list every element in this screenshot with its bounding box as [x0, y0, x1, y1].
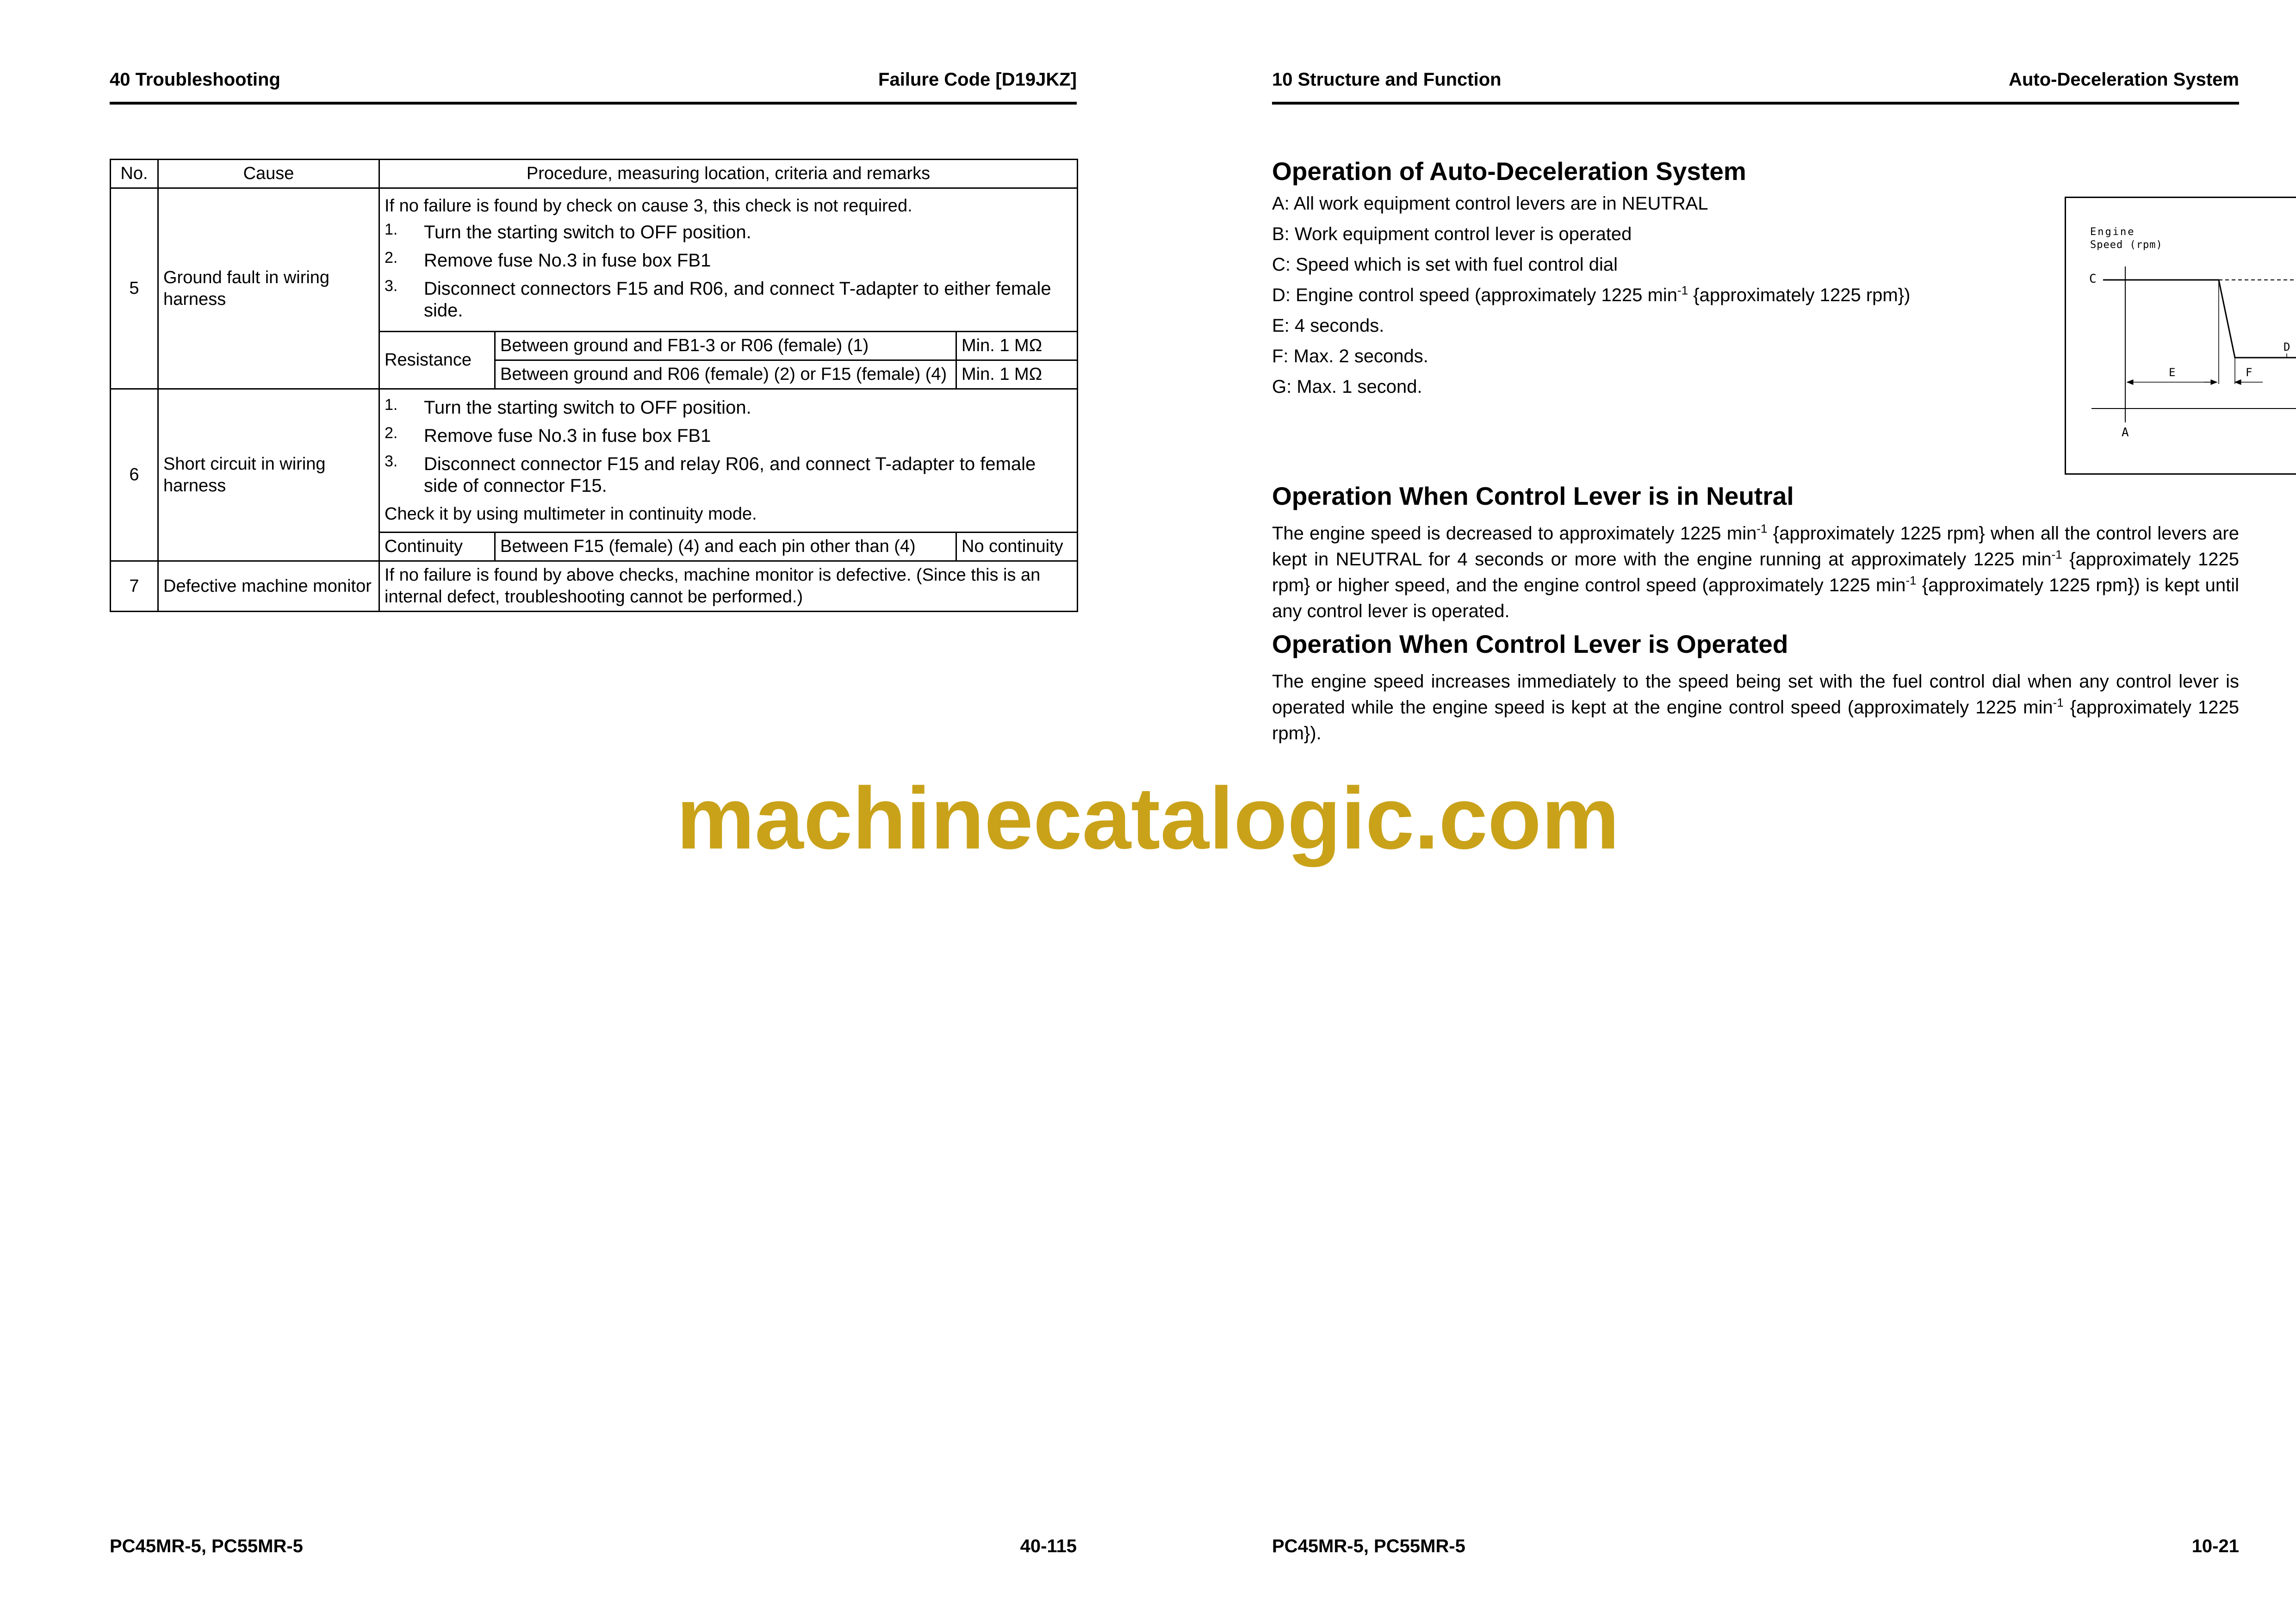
- definition-d: D: Engine control speed (approximately 1225 $\min^{-1}$ {approximately 1225 rpm}): [1272, 283, 1911, 305]
- list-item: 1. Turn the starting switch to OFF position.: [385, 221, 751, 242]
- section-title-neutral: Operation When Control Lever is in Neutral: [1272, 482, 1794, 510]
- measure-location: Between ground and R06 (female) (2) or F15 (female) (4): [495, 360, 956, 389]
- right-footer-model: PC45MR-5, PC55MR-5: [1272, 1536, 1465, 1556]
- label-c: C: [2089, 272, 2097, 286]
- section-title-operated: Operation When Control Lever is Operated: [1272, 630, 1788, 658]
- right-page-footer: [1272, 1536, 2239, 1564]
- procedure-note: Check it by using multimeter in continuity mode.: [385, 504, 757, 524]
- label-f: F: [2246, 366, 2253, 379]
- list-item: 3. Disconnect connectors F15 and R06, and connect T-adapter to either female side.: [385, 277, 1051, 321]
- header-cause: Cause: [158, 160, 379, 188]
- table-row: [111, 188, 1078, 332]
- definition-e: E: 4 seconds.: [1272, 316, 1384, 336]
- row-procedure: [379, 389, 1078, 533]
- definition-a: A: All work equipment control levers are in NEUTRAL: [1272, 193, 1708, 214]
- section-title-auto-decel: Operation of Auto-Deceleration System: [1272, 157, 1746, 186]
- measure-label: Continuity: [379, 533, 495, 561]
- measure-label: Resistance: [379, 332, 495, 389]
- header-procedure: Procedure, measuring location, criteria and remarks: [379, 160, 1078, 188]
- engine-speed-diagram: [2065, 197, 2296, 475]
- right-page-header: [1272, 69, 2239, 105]
- speed-curve: [2103, 280, 2296, 358]
- definition-g: G: Max. 1 second.: [1272, 377, 1422, 397]
- right-footer-page-number: 10-21: [2191, 1536, 2239, 1556]
- procedure-note: If no failure is found by check on cause 3, this check is not required.: [385, 196, 912, 216]
- watermark-text: machinecatalogic.com: [676, 769, 1620, 867]
- left-page-footer: [110, 1536, 1077, 1564]
- table-row: [111, 389, 1078, 533]
- right-header-title: Auto-Deceleration System: [2009, 69, 2239, 90]
- left-header-section: 40 Troubleshooting: [110, 69, 280, 90]
- measure-criteria: Min. 1 MΩ: [956, 332, 1078, 360]
- left-header-title: Failure Code [D19JKZ]: [878, 69, 1077, 90]
- label-d: D: [2284, 341, 2290, 353]
- y-axis-label-line1: Engine: [2090, 226, 2135, 238]
- left-footer-page-number: 40-115: [1020, 1536, 1077, 1556]
- label-a: A: [2122, 426, 2129, 440]
- definition-c: C: Speed which is set with fuel control dial: [1272, 254, 1618, 275]
- definition-list: [1272, 192, 2040, 406]
- measure-location: Between ground and FB1-3 or R06 (female) (1): [495, 332, 956, 360]
- measure-criteria: Min. 1 MΩ: [956, 360, 1078, 389]
- definition-f: F: Max. 2 seconds.: [1272, 346, 1428, 366]
- row-cause: Short circuit in wiring harness: [158, 389, 379, 561]
- list-item: 2. Remove fuse No.3 in fuse box FB1: [385, 249, 711, 271]
- measure-location: Between F15 (female) (4) and each pin other than (4): [495, 533, 956, 561]
- label-e: E: [2169, 366, 2176, 379]
- row-number: 5: [111, 188, 158, 389]
- right-header-section: 10 Structure and Function: [1272, 69, 1502, 90]
- definition-b: B: Work equipment control lever is operated: [1272, 224, 1632, 244]
- row-cause: Ground fault in wiring harness: [158, 188, 379, 389]
- list-item: 2. Remove fuse No.3 in fuse box FB1: [385, 424, 711, 446]
- row-cause: Defective machine monitor: [158, 561, 379, 612]
- y-axis-label-line2: Speed (rpm): [2090, 239, 2163, 251]
- troubleshooting-table: [110, 159, 1078, 612]
- table-header-row: [111, 160, 1078, 188]
- row-number: 7: [111, 561, 158, 612]
- engine-speed-graph: [2066, 198, 2296, 473]
- header-no: No.: [111, 160, 158, 188]
- list-item: 1. Turn the starting switch to OFF position.: [385, 396, 751, 418]
- left-footer-model: PC45MR-5, PC55MR-5: [110, 1536, 303, 1556]
- measure-criteria: No continuity: [956, 533, 1078, 561]
- paragraph-neutral: The engine speed is decreased to approximately 1225 $\min^{-1}$ {approximately 1225 rpm} when all the control levers are kept in NEUTRAL for 4 seconds or more with the engine running at approximately 1225 $\min^{-1}$ {approximately 1225 rpm} or higher speed, and the engine control speed (approximately 1225 $\min^{-1}$ {approximately 1225 rpm}) is kept until any control lever is operated.: [1272, 521, 2240, 621]
- left-page-header: [110, 69, 1077, 105]
- row-number: 6: [111, 389, 158, 561]
- paragraph-operated: The engine speed increases immediately to the speed being set with the fuel control dial when any control lever is operated while the engine speed is kept at the engine control speed (approximately 1225 $\min^{-1}$ {approximately 1225 rpm}).: [1272, 671, 2240, 743]
- row-procedure: If no failure is found by above checks, machine monitor is defective. (Since this is an internal defect, troubleshooting cannot be performed.): [379, 561, 1078, 612]
- table-row: [111, 561, 1078, 612]
- procedure-steps: [385, 222, 1072, 322]
- list-item: 3. Disconnect connector F15 and relay R06, and connect T-adapter to female side of connector F15.: [385, 452, 1036, 496]
- procedure-steps: [385, 397, 1072, 497]
- row-procedure: [379, 188, 1078, 332]
